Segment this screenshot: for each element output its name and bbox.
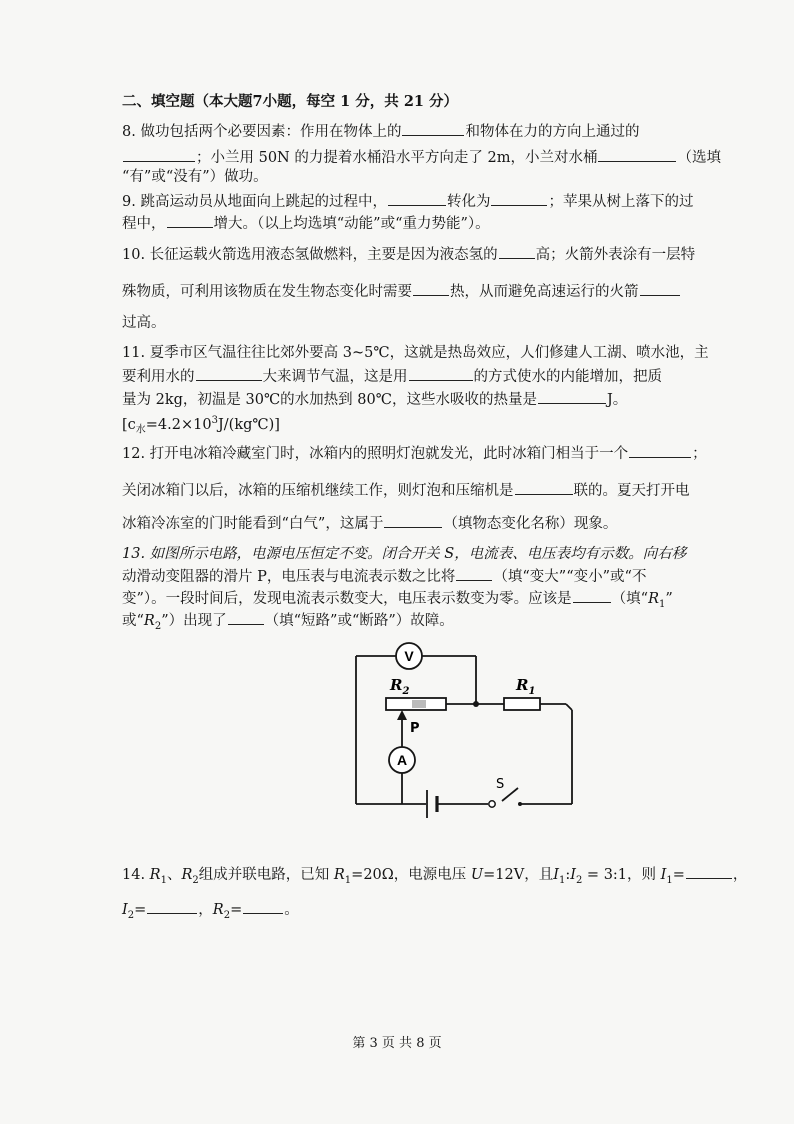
symbol-sub: 2 — [154, 620, 162, 632]
q8-line-2 — [122, 147, 721, 168]
answer-blank[interactable] — [456, 566, 492, 581]
wire — [566, 704, 572, 710]
q10-text: 殊物质，可利用该物质在发生物态变化时需要 — [122, 284, 412, 300]
q10-line-2 — [122, 281, 681, 302]
symbol-r: R — [648, 591, 660, 607]
q12-text: 12. 打开电冰箱冷藏室门时，冰箱内的照明灯泡就发光，此时冰箱门相当于一个 — [122, 446, 629, 462]
switch-contact — [489, 801, 495, 807]
symbol-u: U — [470, 867, 484, 883]
symbol-sub: 1 — [558, 874, 566, 886]
answer-blank[interactable] — [147, 899, 197, 914]
symbol-sub: 2 — [127, 909, 135, 921]
q10-line-3: 过高。 — [122, 315, 166, 331]
formula-text: =4.2×10 — [145, 416, 212, 433]
q8-text: （选填 — [677, 150, 721, 166]
q8-line-1 — [122, 121, 639, 142]
switch-contact — [518, 802, 522, 806]
q8-line-3: “有”或“没有”）做功。 — [122, 169, 268, 185]
q13-text: 动滑动变阻器的滑片 P，电压表与电流表示数之比将 — [122, 569, 456, 585]
q10-line-1 — [122, 244, 695, 265]
ammeter-label: A — [396, 752, 408, 768]
q13-text: 或“ — [122, 613, 144, 629]
symbol-i: I — [660, 867, 667, 883]
symbol-r: R — [181, 867, 193, 883]
q13-text: ”）出现了 — [161, 613, 227, 629]
answer-blank[interactable] — [686, 864, 732, 879]
q9-line-2 — [122, 213, 490, 234]
formula-text: [c — [122, 416, 136, 433]
junction-dot — [473, 701, 479, 707]
q11-line-1: 11. 夏季市区气温往往比郊外要高 3~5℃，这就是热岛效应，人们修建人工湖、喷水池，主 — [122, 345, 709, 361]
symbol-sub: 1 — [659, 598, 666, 610]
q14-text: 组成并联电路，已知 — [198, 867, 334, 883]
q11-line-2 — [122, 366, 662, 387]
symbol-i: I — [570, 867, 576, 883]
q12-text: 关闭冰箱门以后，冰箱的压缩机继续工作，则灯泡和压缩机是 — [122, 483, 514, 499]
q12-line-1 — [122, 443, 707, 464]
formula-sup: 3 — [211, 415, 218, 426]
answer-blank[interactable] — [598, 147, 676, 162]
answer-blank[interactable] — [515, 480, 573, 495]
q13-text: 变”）。一段时间后，发现电流表示数变大，电压表示数变为零。应该是 — [122, 591, 572, 607]
switch-blade — [502, 788, 518, 801]
q8-text: 和物体在力的方向上通过的 — [465, 124, 640, 140]
answer-blank[interactable] — [402, 121, 464, 136]
formula-text: J/(kg℃)] — [217, 416, 280, 433]
q14-text: 、 — [166, 867, 182, 883]
answer-blank[interactable] — [629, 443, 691, 458]
answer-blank[interactable] — [196, 366, 262, 381]
q9-text: 程中， — [122, 216, 166, 232]
section-heading: 二、填空题（本大题7小题，每空 1 分，共 21 分） — [122, 93, 459, 110]
q9-line-1 — [122, 191, 693, 212]
slider-contact — [412, 700, 426, 708]
answer-blank[interactable] — [388, 191, 446, 206]
symbol-i: I — [122, 902, 128, 918]
circuit-diagram — [340, 640, 590, 830]
answer-blank[interactable] — [243, 899, 283, 914]
symbol-r: R — [212, 902, 224, 918]
q14-text: : — [565, 867, 571, 883]
q14-text: = 3:1，则 — [582, 867, 661, 883]
q10-text: 高；火箭外表涂有一层特 — [535, 247, 696, 263]
switch-label: S — [496, 777, 505, 792]
q14-text: = — [672, 867, 685, 883]
q11-line-4 — [122, 411, 280, 441]
symbol-sub: 2 — [575, 874, 583, 886]
r2-label: $R_2$ — [390, 676, 410, 697]
q13-text: （填“变大”“变小”或“不 — [493, 569, 647, 585]
q13-text: ” — [665, 591, 673, 607]
symbol-sub: 2 — [223, 909, 231, 921]
q11-text: 要利用水的 — [122, 369, 195, 385]
q11-text: 量为 2kg，初温是 30℃的水加热到 80℃，这些水吸收的热量是 — [122, 392, 537, 408]
q14-text: ， — [732, 867, 748, 883]
q14-text: =20Ω，电源电压 — [351, 867, 471, 883]
answer-blank[interactable] — [384, 513, 442, 528]
q12-line-2 — [122, 480, 690, 501]
answer-blank[interactable] — [640, 281, 680, 296]
symbol-i: I — [553, 867, 559, 883]
symbol-sub: 2 — [192, 874, 199, 886]
q14-text: = — [230, 902, 243, 918]
q13-text: （填“ — [611, 591, 649, 607]
q9-text: ；苹果从树上落下的过 — [548, 194, 694, 210]
page-footer: 第 3 页 共 8 页 — [352, 1036, 442, 1051]
r1-label: $R_1$ — [516, 676, 536, 697]
symbol-sub: 1 — [344, 874, 352, 886]
q14-text: 。 — [284, 902, 299, 918]
symbol-sub: 1 — [666, 874, 673, 886]
q14-text: ， — [198, 902, 213, 918]
slider-label: P — [410, 721, 420, 736]
resistor-r1 — [504, 698, 540, 710]
q9-text: 9. 跳高运动员从地面向上跳起的过程中， — [122, 194, 387, 210]
q12-text: （填物态变化名称）现象。 — [443, 516, 618, 532]
q12-text: 冰箱冷冻室的门时能看到“白气”，这属于 — [122, 516, 384, 532]
q8-text: ；小兰用 50N 的力提着水桶沿水平方向走了 2m，小兰对水桶 — [196, 150, 598, 166]
symbol-r: R — [333, 867, 345, 883]
symbol-sub: 1 — [160, 874, 167, 886]
answer-blank[interactable] — [499, 244, 535, 259]
q14-text: =12V，且 — [483, 867, 554, 883]
q13-line-2 — [122, 566, 646, 587]
q12-text: 联的。夏天打开电 — [573, 483, 690, 499]
q13-line-1: 13. 如图所示电路，电源电压恒定不变。闭合开关 S，电流表、电压表均有示数。向右移 — [122, 546, 687, 562]
symbol-r: R — [149, 867, 161, 883]
q11-line-3 — [122, 389, 627, 410]
answer-blank[interactable] — [573, 588, 611, 603]
formula-sub: 水 — [135, 424, 146, 436]
q14-line-1 — [122, 864, 747, 891]
answer-blank[interactable] — [228, 610, 264, 625]
q11-text: J。 — [606, 392, 628, 408]
answer-blank[interactable] — [167, 213, 213, 228]
q14-text: = — [134, 902, 147, 918]
symbol-r: R — [143, 613, 155, 629]
answer-blank[interactable] — [123, 147, 195, 162]
q12-line-3 — [122, 513, 617, 534]
q11-text: 的方式使水的内能增加，把质 — [473, 369, 662, 385]
q10-text: 10. 长征运载火箭选用液态氢做燃料，主要是因为液态氢的 — [122, 247, 498, 263]
answer-blank[interactable] — [413, 281, 449, 296]
q13-line-4 — [122, 610, 454, 637]
q12-text: ； — [692, 446, 707, 462]
q9-text: 转化为 — [446, 194, 491, 210]
q13-text: （填“短路”或“断路”）故障。 — [264, 613, 454, 629]
q9-text: 增大。（以上均选填“动能”或“重力势能”）。 — [213, 216, 490, 232]
q14-line-2 — [122, 899, 299, 926]
q11-text: 大来调节气温，这是用 — [262, 369, 408, 385]
q14-text: 14. — [122, 867, 150, 883]
answer-blank[interactable] — [538, 389, 606, 404]
answer-blank[interactable] — [409, 366, 473, 381]
q8-text: 8. 做功包括两个必要因素：作用在物体上的 — [122, 124, 402, 140]
q10-text: 热，从而避免高速运行的火箭 — [450, 284, 639, 300]
slider-arrow — [397, 710, 407, 720]
answer-blank[interactable] — [491, 191, 547, 206]
voltmeter-label: V — [404, 648, 414, 664]
